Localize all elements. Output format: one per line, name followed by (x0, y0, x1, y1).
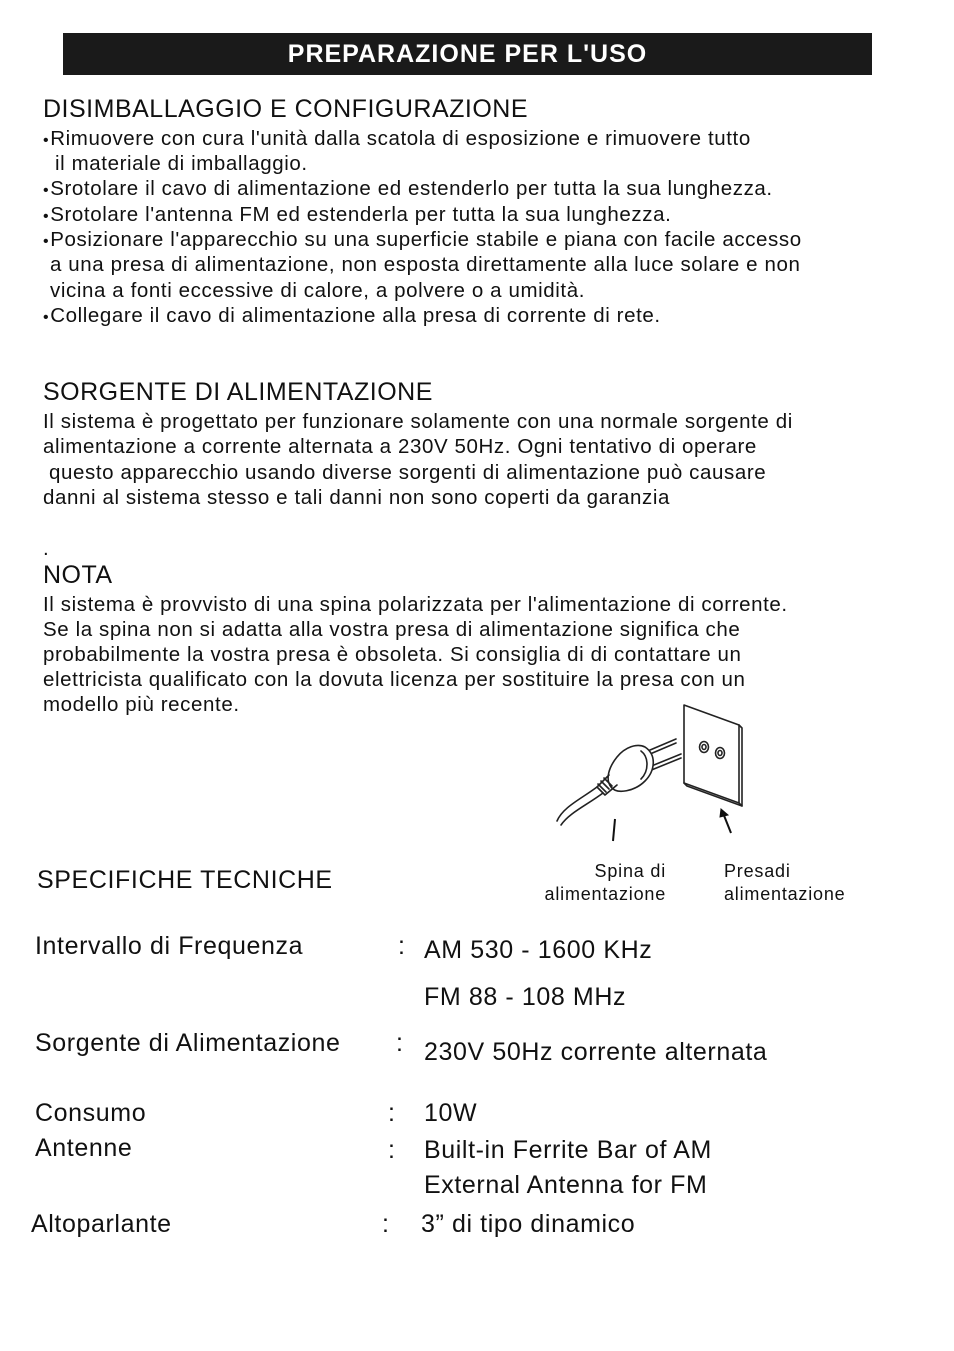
unpack-line-8: • Collegare il cavo di alimentazione alla presa di corrente di rete. (43, 303, 661, 330)
power-line-4: danni al sistema stesso e tali danni non sono coperti da garanzia (43, 486, 671, 509)
spec-separator: : (396, 1029, 404, 1057)
spec-separator: : (388, 1136, 396, 1164)
power-heading: SORGENTE DI ALIMENTAZIONE (43, 378, 433, 406)
unpack-line-2: il materiale di imballaggio. (55, 152, 308, 175)
spec-label-speaker: Altoparlante (31, 1210, 172, 1238)
plug-socket-illustration (545, 695, 765, 855)
spec-value-speaker: 3” di tipo dinamico (421, 1210, 636, 1238)
spec-value-consumption: 10W (424, 1099, 478, 1127)
power-line-1: Il sistema è progettato per funzionare solamente con una normale sorgente di (43, 410, 793, 433)
spec-label-antennas: Antenne (35, 1134, 133, 1162)
unpack-line-1: • Rimuovere con cura l'unità dalla scatola di esposizione e rimuovere tutto (43, 126, 751, 153)
unpack-line-4: • Srotolare l'antenna FM ed estenderla per tutta la sua lunghezza. (43, 202, 671, 229)
spec-value-frequency-am: AM 530 - 1600 KHz (424, 936, 653, 964)
spec-separator: : (382, 1210, 390, 1238)
note-line-1: Il sistema è provvisto di una spina polarizzata per l'alimentazione di corrente. (43, 593, 788, 616)
note-line-4: elettricista qualificato con la dovuta licenza per sostituire la presa con un (43, 668, 746, 691)
plug-caption: Spina di alimentazione (544, 861, 666, 904)
unpack-line-6: a una presa di alimentazione, non esposta direttamente alla luce solare e non (50, 253, 801, 276)
spec-label-consumption: Consumo (35, 1099, 147, 1127)
power-dot: . (43, 537, 50, 560)
spec-separator: : (398, 932, 406, 960)
spec-value-power: 230V 50Hz corrente alternata (424, 1038, 768, 1066)
note-line-3: probabilmente la vostra presa è obsoleta. Si consiglia di di contattare un (43, 643, 742, 666)
spec-value-frequency-fm: FM 88 - 108 MHz (424, 983, 627, 1011)
spec-value-antenna-fm: External Antenna for FM (424, 1171, 708, 1199)
spec-separator: : (388, 1099, 396, 1127)
spec-value-antenna-am: Built-in Ferrite Bar of AM (424, 1136, 712, 1164)
note-line-2: Se la spina non si adatta alla vostra presa di alimentazione significa che (43, 618, 741, 641)
spec-label-power: Sorgente di Alimentazione (35, 1029, 341, 1057)
unpack-line-7: vicina a fonti eccessive di calore, a polvere o a umidità. (50, 279, 586, 302)
unpack-line-5: • Posizionare l'apparecchio su una superficie stabile e piana con facile accesso (43, 227, 802, 254)
socket-caption: Presadi alimentazione (724, 861, 846, 904)
section-banner: PREPARAZIONE PER L'USO (63, 33, 872, 75)
spec-label-frequency: Intervallo di Frequenza (35, 932, 304, 960)
note-line-5: modello più recente. (43, 693, 240, 716)
specs-heading: SPECIFICHE TECNICHE (37, 866, 333, 894)
unpack-line-3: • Srotolare il cavo di alimentazione ed estenderlo per tutta la sua lunghezza. (43, 176, 773, 203)
note-heading: NOTA (43, 561, 113, 589)
unpack-heading: DISIMBALLAGGIO E CONFIGURAZIONE (43, 95, 529, 123)
power-line-2: alimentazione a corrente alternata a 230V 50Hz. Ogni tentativo di operare (43, 435, 757, 458)
power-line-3: questo apparecchio usando diverse sorgenti di alimentazione può causare (49, 461, 767, 484)
